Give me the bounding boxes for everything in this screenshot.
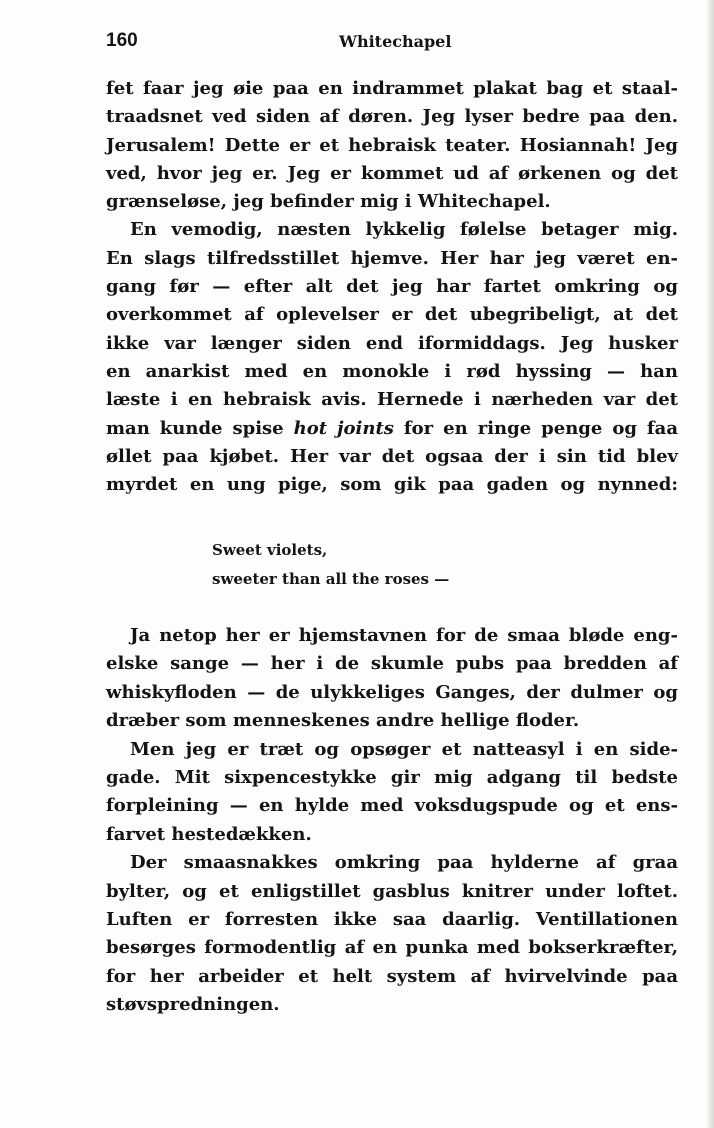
body-text-lower <box>106 622 678 1020</box>
verse-line: Sweet violets, <box>212 541 328 559</box>
text-run: man kunde spise <box>106 417 294 439</box>
text-line: ved, hvor jeg er. Jeg er kommet ud af ørkenen og det <box>106 162 678 184</box>
paragraph-3 <box>106 622 678 736</box>
text-line-with-italic <box>106 415 678 443</box>
text-line: farvet hestedækken. <box>106 823 312 845</box>
text-line: elske sange — her i de skumle pubs paa bredden af <box>106 653 678 675</box>
text-line: grænseløse, jeg befinder mig i Whitechapel. <box>106 191 551 213</box>
paragraph-4 <box>106 736 678 850</box>
paragraph-1 <box>106 75 678 216</box>
text-line: besørges formodentlig af en punka med bokserkræfter, <box>106 937 678 959</box>
paragraph-2 <box>106 216 678 499</box>
italic-phrase: hot joints <box>293 417 394 439</box>
verse-quote <box>212 536 449 594</box>
text-line: whiskyfloden — de ulykkeliges Ganges, der dulmer og <box>106 681 678 703</box>
text-line: myrdet en ung pige, som gik paa gaden og nynned: <box>106 474 678 496</box>
text-line: En vemodig, næsten lykkelig følelse betager mig. <box>130 219 678 241</box>
text-line: dræber som menneskenes andre hellige floder. <box>106 710 580 732</box>
page-edge-shadow <box>706 0 714 1128</box>
text-line: for her arbeider et helt system af hvirvelvinde paa <box>106 965 678 987</box>
text-line: læste i en hebraisk avis. Hernede i nærheden var det <box>106 389 678 411</box>
text-line: forpleining — en hylde med voksdugspude og et ens- <box>106 795 678 817</box>
verse-line: sweeter than all the roses — <box>212 570 450 588</box>
text-line: øllet paa kjøbet. Her var det ogsaa der i sin tid blev <box>106 445 678 467</box>
running-head: Whitechapel <box>339 32 452 51</box>
text-line: fet faar jeg øie paa en indrammet plakat bag et staal- <box>106 78 678 99</box>
text-line: gade. Mit sixpencestykke gir mig adgang til bedste <box>106 767 678 789</box>
text-line: Ja netop her er hjemstavnen for de smaa bløde eng- <box>130 625 678 646</box>
text-line: en anarkist med en monokle i rød hyssing — han <box>106 360 678 382</box>
text-run: for en ringe penge og faa <box>393 417 678 439</box>
paragraph-5 <box>106 849 678 1019</box>
text-line: Men jeg er træt og opsøger et natteasyl i en side- <box>130 738 678 760</box>
text-line: overkommet af oplevelser er det ubegribeligt, at det <box>106 304 678 326</box>
text-line: ikke var længer siden end iformiddags. Jeg husker <box>106 332 678 354</box>
text-line: traadsnet ved siden af døren. Jeg lyser bedre paa den. <box>106 106 678 128</box>
body-text-upper <box>106 75 678 499</box>
text-line: Der smaasnakkes omkring paa hylderne af graa <box>130 852 678 874</box>
text-line: gang før — efter alt det jeg har fartet omkring og <box>106 276 678 298</box>
text-line: Jerusalem! Dette er et hebraisk teater. Hosiannah! Jeg <box>106 134 678 156</box>
text-line: støvspredningen. <box>106 994 280 1016</box>
page-number: 160 <box>106 30 138 51</box>
text-line: Luften er forresten ikke saa daarlig. Ventillationen <box>106 909 678 931</box>
page-header <box>106 30 678 58</box>
text-line: bylter, og et enligstillet gasblus knitrer under loftet. <box>106 880 678 902</box>
text-line: En slags tilfredsstillet hjemve. Her har jeg været en- <box>106 247 678 269</box>
